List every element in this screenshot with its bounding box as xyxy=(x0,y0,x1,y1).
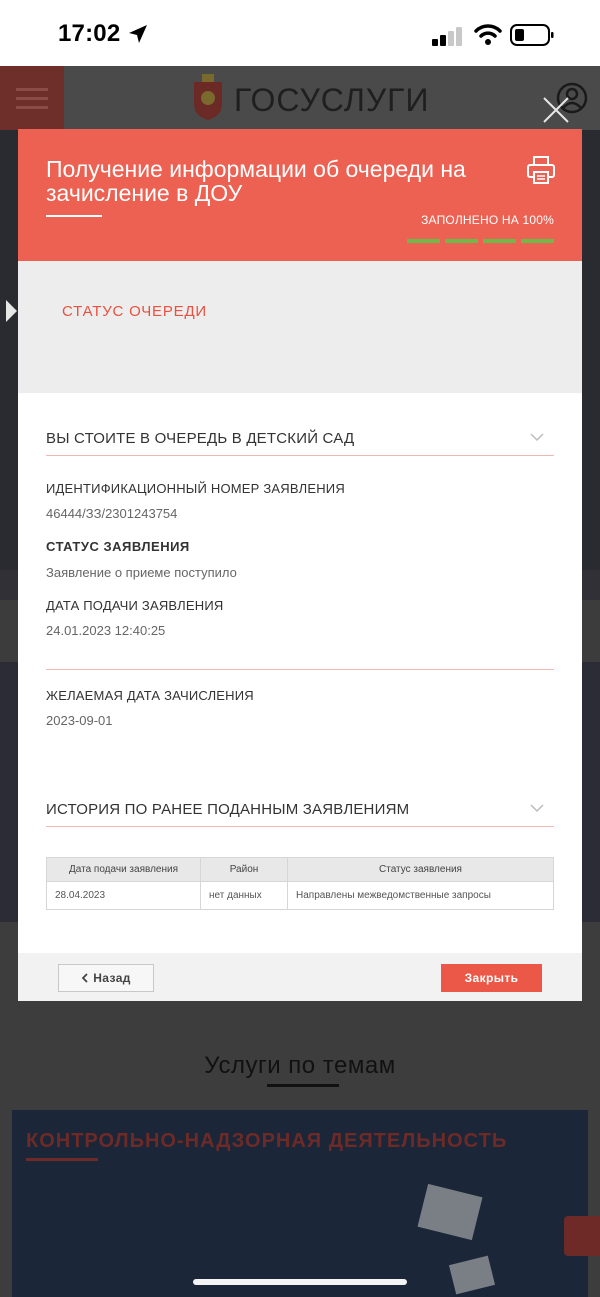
category-card[interactable] xyxy=(12,1110,588,1297)
location-arrow-icon xyxy=(128,24,148,44)
section-title-underline xyxy=(267,1084,339,1087)
desired-date-value: 2023-09-01 xyxy=(46,713,113,728)
category-card-underline xyxy=(26,1158,98,1161)
close-button[interactable] xyxy=(441,964,542,992)
table-cell: 28.04.2023 xyxy=(47,882,201,910)
modal-title: Получение информации об очереди на зачисление в ДОУ xyxy=(46,156,466,206)
status-bar xyxy=(0,0,600,66)
back-button-label: Назад xyxy=(93,971,131,985)
submission-date-label: ДАТА ПОДАЧИ ЗАЯВЛЕНИЯ xyxy=(46,598,224,613)
site-header xyxy=(0,66,600,130)
progress-segment xyxy=(445,239,478,243)
illustration-paper-icon xyxy=(418,1184,483,1240)
table-header-row xyxy=(47,858,554,882)
wifi-icon xyxy=(474,22,502,46)
category-card-title: КОНТРОЛЬНО-НАДЗОРНАЯ ДЕЯТЕЛЬНОСТЬ xyxy=(26,1130,508,1152)
application-id-label: ИДЕНТИФИКАЦИОННЫЙ НОМЕР ЗАЯВЛЕНИЯ xyxy=(46,481,345,496)
illustration-paper-icon xyxy=(449,1256,495,1295)
application-status-label: СТАТУС ЗАЯВЛЕНИЯ xyxy=(46,539,190,554)
close-icon[interactable] xyxy=(542,96,570,124)
home-indicator[interactable] xyxy=(193,1279,407,1285)
table-cell: Направлены межведомственные запросы xyxy=(288,882,554,910)
printer-icon[interactable] xyxy=(526,155,556,185)
table-row xyxy=(47,882,554,910)
menu-button[interactable] xyxy=(0,66,64,130)
desired-date-label: ЖЕЛАЕМАЯ ДАТА ЗАЧИСЛЕНИЯ xyxy=(46,688,254,703)
table-cell: нет данных xyxy=(201,882,288,910)
progress-segment xyxy=(407,239,440,243)
chevron-down-icon xyxy=(530,432,544,442)
application-status-value: Заявление о приеме поступило xyxy=(46,565,237,580)
modal-title-underline xyxy=(46,215,102,217)
carousel-arrow-icon[interactable] xyxy=(6,300,17,322)
chevron-left-icon xyxy=(81,973,89,983)
progress-segment xyxy=(521,239,554,243)
modal-header xyxy=(18,129,582,261)
cellular-signal-icon xyxy=(432,26,464,46)
table-header-cell: Статус заявления xyxy=(288,858,554,882)
application-id-value: 46444/ЗЗ/2301243754 xyxy=(46,506,178,521)
queue-section-header[interactable] xyxy=(46,430,554,456)
back-button[interactable] xyxy=(58,964,154,992)
status-time: 17:02 xyxy=(58,20,121,47)
submission-date-value: 24.01.2023 12:40:25 xyxy=(46,623,166,638)
history-section-title: ИСТОРИЯ ПО РАНЕЕ ПОДАННЫМ ЗАЯВЛЕНИЯМ xyxy=(46,801,410,818)
history-section-header[interactable] xyxy=(46,801,554,827)
close-button-label: Закрыть xyxy=(464,971,519,985)
step-panel xyxy=(18,261,582,393)
progress-bar xyxy=(407,239,554,243)
history-table xyxy=(46,857,554,910)
progress-segment xyxy=(483,239,516,243)
section-divider xyxy=(46,669,554,670)
chevron-down-icon xyxy=(530,803,544,813)
step-title: СТАТУС ОЧЕРЕДИ xyxy=(62,303,208,320)
section-title: Услуги по темам xyxy=(204,1052,396,1079)
help-chat-button[interactable] xyxy=(564,1216,600,1256)
queue-section-title: ВЫ СТОИТЕ В ОЧЕРЕДЬ В ДЕТСКИЙ САД xyxy=(46,430,355,447)
progress-label: ЗАПОЛНЕНО НА 100% xyxy=(421,213,554,227)
table-header-cell: Район xyxy=(201,858,288,882)
site-title: ГОСУСЛУГИ xyxy=(234,82,430,118)
table-header-cell: Дата подачи заявления xyxy=(47,858,201,882)
coat-of-arms-icon xyxy=(188,74,228,122)
modal-footer xyxy=(18,953,582,1001)
queue-info-modal xyxy=(18,129,582,1001)
battery-icon xyxy=(510,24,554,46)
